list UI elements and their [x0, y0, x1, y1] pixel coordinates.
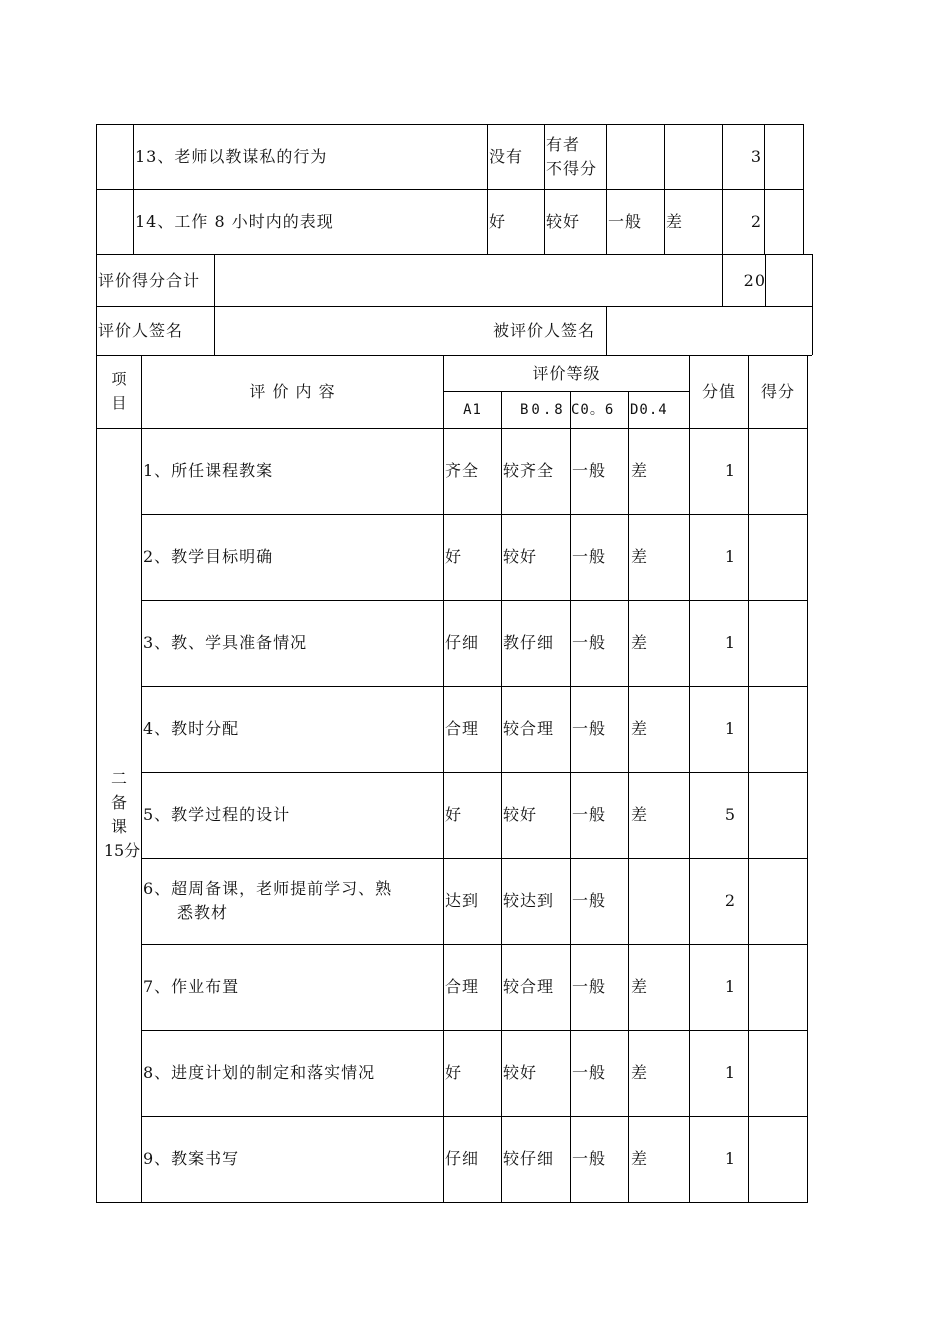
row-grade-b: 较好 [503, 547, 538, 566]
row-grade-d: 差 [631, 977, 649, 996]
row-grade-c: 一般 [572, 547, 607, 566]
row-grade-c: 一般 [572, 891, 607, 910]
row-grade-a: 好 [445, 1063, 463, 1082]
row-score: 2 [724, 891, 736, 910]
row-grade-b: 较达到 [503, 891, 555, 910]
total-label: 评价得分合计 [98, 271, 201, 290]
row-grade-b: 较齐全 [503, 461, 555, 480]
row-score: 1 [724, 633, 736, 652]
row-grade-c: 一般 [572, 461, 607, 480]
row-grade-a: 好 [445, 805, 463, 824]
header-got: 得分 [760, 382, 795, 401]
row-13-score: 3 [750, 147, 762, 166]
row-grade-d: 差 [631, 1063, 649, 1082]
row-14-score: 2 [750, 212, 762, 231]
row-score: 1 [724, 1063, 736, 1082]
header-grade-a: A1 [463, 402, 482, 418]
row-grade-d: 差 [631, 461, 649, 480]
header-project [97, 367, 141, 415]
header-content: 评 价 内 容 [249, 382, 336, 401]
row-13-grade-b-line1: 有者 [546, 135, 581, 154]
row-14-grade-d: 差 [666, 212, 684, 231]
row-grade-c: 一般 [572, 1149, 607, 1168]
row-item: 5、教学过程的设计 [143, 805, 291, 824]
header-project-text: 项目 [111, 370, 127, 412]
row-grade-d: 差 [631, 805, 649, 824]
row-score: 1 [724, 547, 736, 566]
total-value: 20 [743, 271, 766, 290]
section-char-1: 二 [110, 769, 127, 788]
row-item: 4、教时分配 [143, 719, 240, 738]
evaluatee-signature-label: 被评价人签名 [493, 321, 596, 340]
row-13-grade-b-line2: 不得分 [546, 159, 598, 178]
row-grade-b: 较仔细 [503, 1149, 555, 1168]
header-grade-d: D0.4 [630, 402, 668, 418]
row-item: 9、教案书写 [143, 1149, 240, 1168]
section-char-2: 备 [110, 793, 127, 812]
row-grade-a: 齐全 [445, 461, 480, 480]
row-14-grade-c: 一般 [608, 212, 643, 231]
row-13-item: 13、老师以教谋私的行为 [135, 147, 328, 166]
section-label [97, 767, 141, 863]
row-grade-b: 较好 [503, 805, 538, 824]
row-score: 5 [724, 805, 736, 824]
row-item: 6、超周备课，老师提前学习、熟 [143, 879, 393, 898]
row-14-grade-b: 较好 [546, 212, 581, 231]
row-grade-a: 达到 [445, 891, 480, 910]
header-score: 分值 [701, 382, 736, 401]
row-item: 7、作业布置 [143, 977, 240, 996]
row-score: 1 [724, 1149, 736, 1168]
row-grade-b: 较合理 [503, 719, 555, 738]
row-grade-c: 一般 [572, 805, 607, 824]
row-score: 1 [724, 977, 736, 996]
header-grade: 评价等级 [532, 364, 601, 383]
row-grade-a: 好 [445, 547, 463, 566]
row-grade-d: 差 [631, 633, 649, 652]
row-item: 1、所任课程教案 [143, 461, 274, 480]
row-grade-d: 差 [631, 719, 649, 738]
row-item-continued: 悉教材 [177, 903, 229, 922]
row-grade-a: 仔细 [445, 633, 480, 652]
section-points: 15分 [103, 841, 141, 860]
row-grade-c: 一般 [572, 1063, 607, 1082]
row-13-grade-a: 没有 [489, 147, 524, 166]
row-grade-a: 合理 [445, 977, 480, 996]
header-grade-b: B0.8 [520, 402, 566, 418]
row-grade-b: 较合理 [503, 977, 555, 996]
row-grade-c: 一般 [572, 719, 607, 738]
row-grade-c: 一般 [572, 977, 607, 996]
row-score: 1 [724, 461, 736, 480]
row-14-grade-a: 好 [489, 212, 507, 231]
row-item: 8、进度计划的制定和落实情况 [143, 1063, 376, 1082]
row-score: 1 [724, 719, 736, 738]
row-14-item: 14、工作 8 小时内的表现 [135, 212, 334, 231]
row-grade-a: 仔细 [445, 1149, 480, 1168]
evaluator-signature-label: 评价人签名 [98, 321, 184, 340]
row-grade-b: 教仔细 [503, 633, 555, 652]
row-item: 2、教学目标明确 [143, 547, 274, 566]
row-grade-d: 差 [631, 547, 649, 566]
row-grade-c: 一般 [572, 633, 607, 652]
row-item: 3、教、学具准备情况 [143, 633, 308, 652]
row-grade-b: 较好 [503, 1063, 538, 1082]
header-grade-c: C0。6 [571, 402, 615, 418]
row-grade-d: 差 [631, 1149, 649, 1168]
section-char-3: 课 [110, 817, 127, 836]
row-grade-a: 合理 [445, 719, 480, 738]
